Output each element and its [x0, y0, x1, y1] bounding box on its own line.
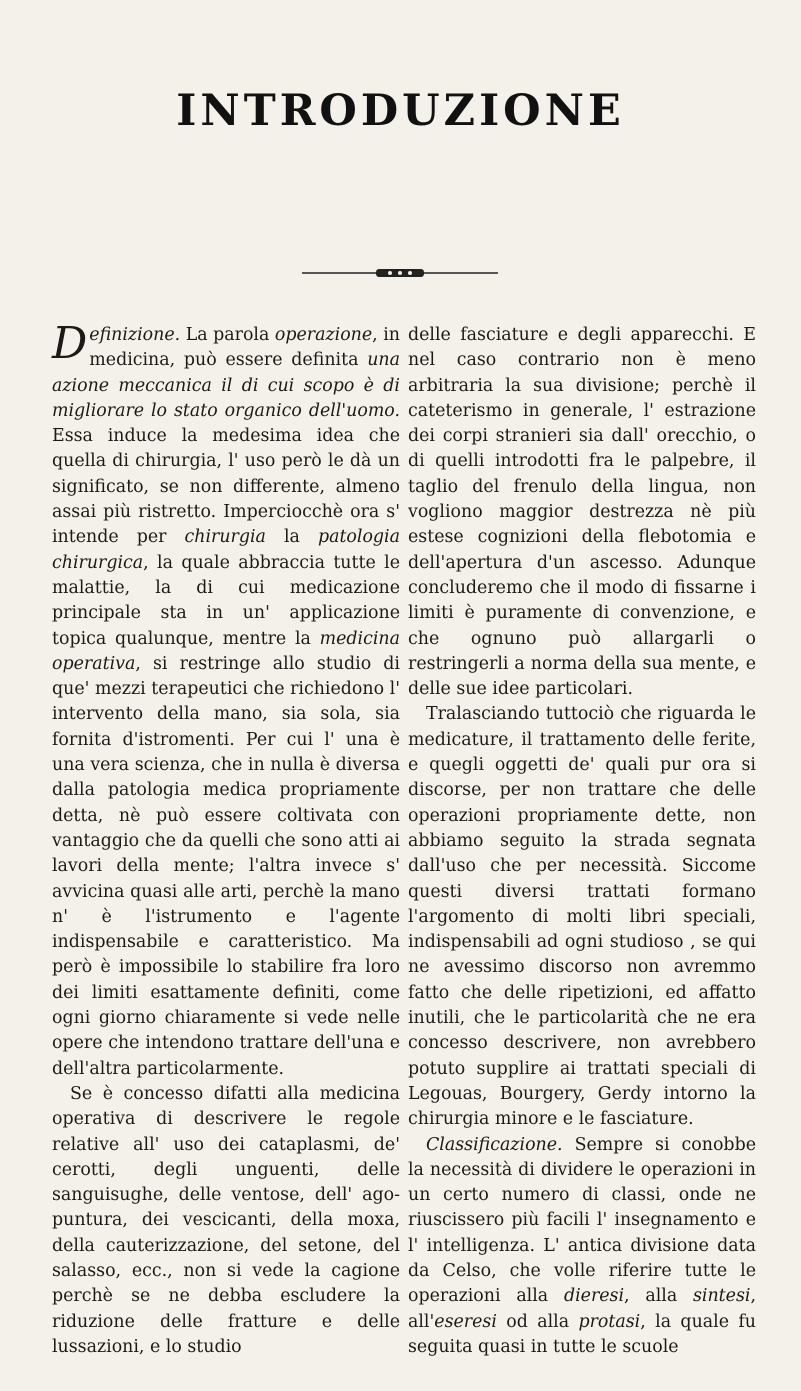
text-run: od alla	[496, 1311, 579, 1332]
left-column	[52, 318, 400, 1360]
classification-paragraph	[408, 1133, 756, 1361]
italic-term: sintesi	[693, 1286, 751, 1307]
italic-term: patologia chirurgica	[52, 527, 400, 573]
text-run: , in medicina, può essere definita	[89, 325, 400, 371]
italic-term: operazione	[274, 325, 373, 345]
paragraph: delle fasciature e degli apparecchi. E nel caso contrario non è meno arbitraria la sua divisione; perchè il cateterismo in generale, l' estrazione dei corpi stranieri sia dall' orecchio, o di quelli introdotti fra le palpebre, il taglio del frenulo della lingua, non vogliono maggior destrezza nè più estese cognizioni della flebotomia e dell'apertura d'un ascesso. Adunque concluderemo che il modo di fissarne i limiti è puramente di convenzione, e che ognuno può allargarli o restringerli a norma della sua mente, e delle sue idee particolari.	[408, 325, 756, 700]
italic-definition: una azione meccanica il di cui scopo è di migliorare lo stato organico dell'uomo.	[52, 350, 400, 421]
definition-paragraph	[52, 318, 400, 1082]
drop-cap: D	[52, 318, 88, 369]
italic-term: protasi	[578, 1311, 641, 1332]
section-heading-classificazione: Classificazione.	[426, 1134, 563, 1155]
text-run: , si restringe allo studio di que' mezzi terapeutici che richiedono l' intervento della mano, sia sola, sia fornita d'istromenti. Per cui l' una è una vera scienza, che in nulla è diversa dalla patologia medica propriamente detta, nè può essere coltivata con vantaggio che da quelli che sono atti ai lavori della mente; l'altra invece s' avvicina quasi alle arti, perchè la mano n' è l'istrumento e l'agente indispensabile e caratteristico. Ma però è impossibile lo stabilire fra loro dei limiti esattamente definiti, come ogni giorno chiaramente si vede nelle opere che intendono trattare dell'una e dell'altra particolarmente.	[52, 653, 400, 1079]
section-heading-definizione: efinizione.	[89, 325, 181, 345]
text-run: , alla	[624, 1286, 693, 1307]
text-run: la	[265, 527, 318, 548]
paragraph: Se è concesso difatti alla medicina operativa di descrivere le regole relative all' uso dei cataplasmi, de' cerotti, degli unguenti, delle sanguisughe, delle ventose, dell' ago-puntura, dei vescicanti, della moxa, della cauterizzazione, del setone, del salasso, ecc., non si vede la cagione perchè se ne debba escludere la riduzione delle fratture e delle lussazioni, e lo studio	[52, 1083, 400, 1357]
text-run: , la quale abbraccia tutte le malattie, la di cui medicazione principale sta in un' applicazione topica qualunque, mentre la	[52, 552, 400, 649]
italic-term: medicina operativa	[52, 628, 400, 674]
text-run: La parola	[180, 325, 275, 345]
italic-term: dieresi	[563, 1286, 625, 1307]
page-title: INTRODUZIONE	[176, 86, 625, 136]
paragraph: Tralasciando tuttociò che riguarda le medicature, il trattamento delle ferite, e quegli oggetti de' quali pur ora si discorse, per non trattare che delle operazioni propriamente dette, non abbiamo seguito la strada segnata dall'uso che per necessità. Siccome questi diversi trattati formano l'argomento di molti libri speciali, indispensabili ad ogni studioso , se qui ne avessimo discorso non avremmo fatto che delle ripetizioni, ed affatto inutili, che le particolarità che ne era concesso descrivere, non avrebbero potuto supplire ai trattati speciali di Legouas, Bourgery, Gerdy intorno la chirurgia minore e le fasciature.	[408, 704, 756, 1130]
right-column	[408, 323, 756, 1360]
text-run: , la quale fu seguita quasi in tutte le scuole	[408, 1311, 756, 1357]
italic-term: chirurgia	[184, 527, 266, 548]
italic-term: eseresi	[434, 1311, 497, 1332]
ornamental-rule	[302, 266, 498, 280]
text-run: Essa induce la medesima idea che quella di chirurgia, l' uso però le dà un significato, se non differente, almeno assai più ristretto. Imperciocchè ora s' intende per	[52, 426, 400, 548]
text-run: , all'	[408, 1286, 756, 1332]
text-run: Sempre si conobbe la necessità di dividere le operazioni in un certo numero di classi, onde ne riuscissero più facili l' insegnamento e l' intelligenza. L' antica divisione data da Celso, che volle riferire tutte le operazioni alla	[408, 1134, 756, 1307]
